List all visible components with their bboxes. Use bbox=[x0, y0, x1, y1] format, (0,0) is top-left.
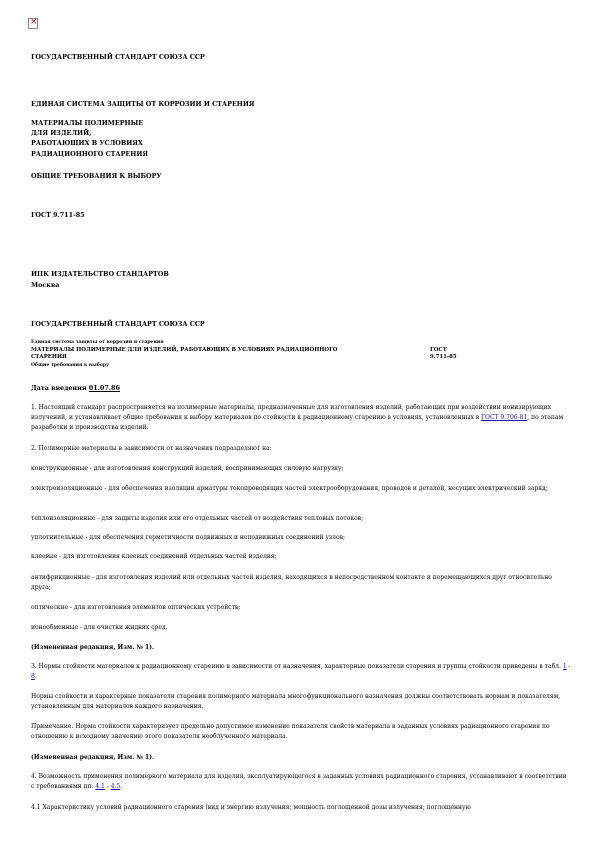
header-subtitle-small: Общие требования к выбору bbox=[31, 363, 109, 368]
cover-publisher: ИПК ИЗДАТЕЛЬСТВО СТАНДАРТОВ bbox=[31, 270, 169, 278]
header-title-line-2: СТАРЕНИЯ bbox=[31, 354, 67, 360]
paragraph-4-1: 4.1 Характеристику условий радиационного старения (вид и энергию излучения; мощность поглощенной дозы излучения; поглощенную bbox=[31, 804, 471, 811]
cover-system-title: ЕДИНАЯ СИСТЕМА ЗАЩИТЫ ОТ КОРРОЗИИ И СТАРЕНИЯ bbox=[31, 100, 255, 108]
paragraph-antifriction: антифрикционные - для изготовления изделий или отдельных частей изделия, находящихся в непосредственном контакте и перемещающихся друг относительно друга; bbox=[31, 574, 552, 591]
paragraph-structural: конструкционные - для изготовления конструкций изделий, воспринимающих силовую нагрузку; bbox=[31, 465, 344, 472]
paragraph-note: Примечание. Норма стойкости характеризует предельно допустимое изменение показателя свойств материала в заданных условиях радиационного старения по отношению к исходному значению этого показателя необлученного материала. bbox=[31, 723, 550, 740]
paragraph-electrical: электроизоляционные - для обеспечения изоляции арматуры токопроводящих частей электрооборудования, проводов и деталей, несущих электрический заряд; bbox=[31, 485, 548, 492]
header-gost-label: ГОСТ bbox=[430, 347, 447, 353]
gost-9706-link[interactable]: ГОСТ 9.706-81 bbox=[481, 414, 528, 421]
paragraph-ion-exchange: ионообменные - для очистки жидких сред. bbox=[31, 624, 168, 631]
cover-city: Москва bbox=[31, 281, 60, 289]
cover-subtitle: ОБЩИЕ ТРЕБОВАНИЯ К ВЫБОРУ bbox=[31, 172, 162, 180]
paragraph-thermal: теплоизоляционные - для защиты изделия или его отдельных частей от воздействия тепловых потоков; bbox=[31, 515, 364, 522]
cover-title-line-1: МАТЕРИАЛЫ ПОЛИМЕРНЫЕ bbox=[31, 119, 144, 127]
amendment-note-2: (Измененная редакция, Изм. № 1). bbox=[31, 754, 155, 761]
intro-date-value: 01.07.86 bbox=[88, 384, 120, 392]
header-title-line-1: МАТЕРИАЛЫ ПОЛИМЕРНЫЕ ДЛЯ ИЗДЕЛИЙ, РАБОТАЮЩИХ В УСЛОВИЯХ РАДИАЦИОННОГО bbox=[31, 347, 338, 353]
table-8-link[interactable]: 8 bbox=[31, 673, 35, 680]
paragraph-optical: оптические - для изготовления элементов оптических устройств; bbox=[31, 604, 241, 611]
amendment-note-1: (Измененная редакция, Изм. № 1). bbox=[31, 644, 155, 651]
clause-4-5-link[interactable]: 4.5 bbox=[110, 783, 121, 790]
cover-title-line-2: ДЛЯ ИЗДЕЛИЙ, bbox=[31, 129, 92, 137]
header-state-standard: ГОСУДАРСТВЕННЫЙ СТАНДАРТ СОЮЗА ССР bbox=[31, 320, 205, 328]
intro-date-label: Дата введения bbox=[31, 384, 87, 392]
cover-gost-number: ГОСТ 9.711-85 bbox=[31, 211, 85, 219]
header-gost-number: 9.711-85 bbox=[430, 354, 457, 360]
clause-4-1-link[interactable]: 4.1 bbox=[95, 783, 105, 790]
header-system-small: Единая система защиты от коррозии и старения bbox=[31, 340, 164, 345]
paragraph-multifunction: Нормы стойкости и характерные показатели старения полимерного материала многофункционального назначения должны соответствовать нормам и показателям, установленным для материалов каждого назначения. bbox=[31, 693, 561, 710]
paragraph-1: 1. Настоящий стандарт распространяется на полимерные материалы, предназначенные для изготовления изделий, работающих при воздействии ионизирующих излучений, и устанавливает общие требования к выбору материалов по стойкости к радиационному старению в условиях, установленных в ГОСТ 9.706-81, по этапам разработки и производства изделий. bbox=[31, 404, 564, 431]
cover-state-standard: ГОСУДАРСТВЕННЫЙ СТАНДАРТ СОЮЗА ССР bbox=[31, 53, 205, 61]
paragraph-3: 3. Нормы стойкости материалов к радиационному старению в зависимости от назначения, характерные показатели старения и группы стойкости приведены в табл. 1 - 8. bbox=[31, 663, 571, 680]
cover-title-line-4: РАДИАЦИОННОГО СТАРЕНИЯ bbox=[31, 150, 148, 158]
table-1-link[interactable]: 1 bbox=[562, 663, 567, 670]
paragraph-sealing: уплотнительные - для обеспечения герметичности подвижных и неподвижных соединений узлов; bbox=[31, 534, 346, 541]
broken-image-icon bbox=[28, 18, 38, 29]
paragraph-2: 2. Полимерные материалы в зависимости от назначения подразделяют на: bbox=[31, 445, 272, 452]
paragraph-4: 4. Возможность применения полимерного материала для изделия, эксплуатирующегося в заданных условиях радиационного старения, устанавливают в соответствии с требованиями пп. 4.1 - 4.5. bbox=[31, 773, 567, 790]
intro-date bbox=[31, 384, 120, 392]
paragraph-adhesive: клеевые - для изготовления клеевых соединений отдельных частей изделия; bbox=[31, 553, 277, 560]
cover-title-line-3: РАБОТАЮЩИХ В УСЛОВИЯХ bbox=[31, 139, 143, 147]
